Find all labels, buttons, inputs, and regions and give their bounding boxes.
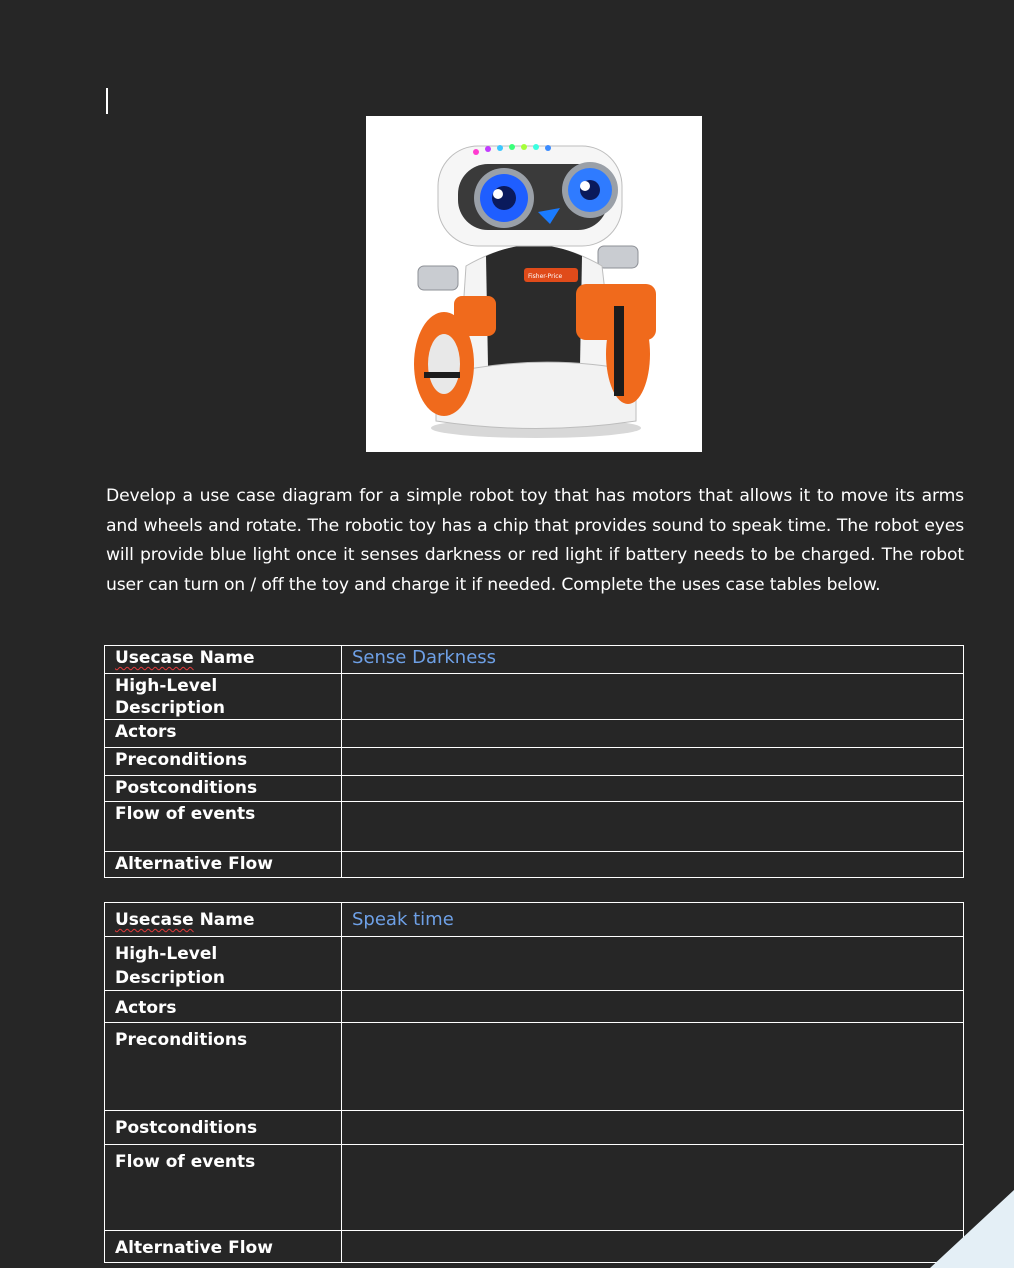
table-row: [105, 1023, 964, 1111]
description-cell[interactable]: [342, 674, 964, 720]
table-row: [105, 802, 964, 852]
actors-cell[interactable]: [342, 720, 964, 748]
table-row: [105, 852, 964, 878]
row-label: Preconditions: [105, 1023, 342, 1111]
table-row: [105, 1111, 964, 1145]
row-label: Actors: [105, 991, 342, 1023]
row-label: High-Level Description: [105, 674, 342, 720]
description-cell[interactable]: [342, 937, 964, 991]
table-row: [105, 1231, 964, 1263]
table-row: [105, 646, 964, 674]
actors-cell[interactable]: [342, 991, 964, 1023]
label-rest: Name: [193, 648, 255, 668]
row-label: Postconditions: [105, 1111, 342, 1145]
table-row: [105, 674, 964, 720]
table-row: [105, 748, 964, 776]
usecase-table-sense-darkness: [104, 645, 964, 878]
row-label: Postconditions: [105, 776, 342, 802]
usecase-name-value[interactable]: Sense Darkness: [342, 646, 964, 674]
usecase-name-value[interactable]: Speak time: [342, 903, 964, 937]
usecase-table-speak-time: [104, 902, 964, 1263]
row-label: [105, 903, 342, 937]
robot-toy-photo: [366, 116, 702, 452]
postconditions-cell[interactable]: [342, 1111, 964, 1145]
spellcheck-word: Usecase: [115, 910, 194, 930]
row-label: Actors: [105, 720, 342, 748]
flow-cell[interactable]: [342, 1145, 964, 1231]
row-label: High-Level Description: [105, 937, 342, 991]
alternative-flow-cell[interactable]: [342, 1231, 964, 1263]
table-row: [105, 1145, 964, 1231]
spellcheck-word: Usecase: [115, 648, 194, 668]
postconditions-cell[interactable]: [342, 776, 964, 802]
text-cursor: [106, 88, 108, 114]
table-row: [105, 991, 964, 1023]
row-label: Alternative Flow: [105, 852, 342, 878]
page-curl-corner: [930, 1190, 1014, 1268]
flow-cell[interactable]: [342, 802, 964, 852]
table-row: [105, 937, 964, 991]
table-row: [105, 720, 964, 748]
row-label: [105, 646, 342, 674]
row-label: Flow of events: [105, 802, 342, 852]
robot-illustration: [366, 116, 702, 452]
preconditions-cell[interactable]: [342, 1023, 964, 1111]
brand-label: Fisher-Price: [528, 273, 563, 280]
preconditions-cell[interactable]: [342, 748, 964, 776]
label-rest: Name: [193, 910, 255, 930]
assignment-prompt: Develop a use case diagram for a simple robot toy that has motors that allows it to move its arms and wheels and rotate. The robotic toy has a chip that provides sound to speak time. The robot eyes will provide blue light once it senses darkness or red light if battery needs to be charged. The robot user can turn on / off the toy and charge it if needed. Complete the uses case tables below.: [106, 486, 964, 595]
row-label: Alternative Flow: [105, 1231, 342, 1263]
table-row: [105, 776, 964, 802]
table-row: [105, 903, 964, 937]
row-label: Preconditions: [105, 748, 342, 776]
row-label: Flow of events: [105, 1145, 342, 1231]
alternative-flow-cell[interactable]: [342, 852, 964, 878]
